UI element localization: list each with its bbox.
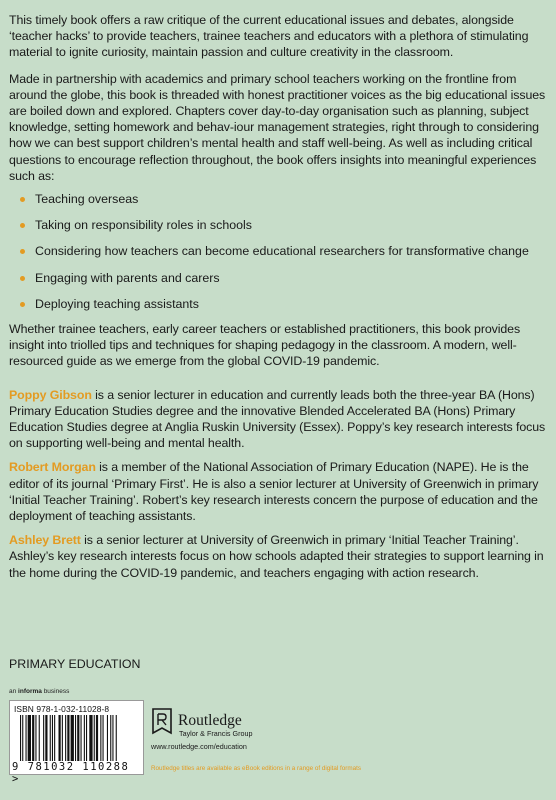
barcode-bar (22, 715, 23, 761)
barcode-bar (100, 715, 101, 761)
barcode-bar (81, 715, 82, 761)
barcode-bar (62, 715, 63, 761)
barcode-bar (89, 715, 92, 761)
barcode-bar (39, 715, 40, 761)
barcode-bar (26, 715, 27, 761)
barcode-bar (110, 715, 111, 761)
tag-prefix: an (9, 688, 19, 695)
barcode-bar (32, 715, 34, 761)
list-item-text: Taking on responsibility roles in schools (35, 218, 252, 233)
list-item (20, 296, 547, 312)
bullet-icon (20, 302, 25, 307)
barcode-bar (45, 715, 47, 761)
barcode-bar (75, 715, 76, 761)
barcode-bar (77, 715, 79, 761)
barcode-bar (94, 715, 95, 761)
list-item-text: Deploying teaching assistants (35, 296, 199, 311)
barcode-bar (71, 715, 74, 761)
blurb-paragraph-1: This timely book offers a raw critique of the current educational issues and debates, alongside ‘teacher hacks’ to provide teachers, trainee teachers and educators with a plethora of stimulating material to ignite curiosity, maintain passion and culture creativity in the classroom. (9, 13, 529, 60)
informa-business-tag (9, 688, 69, 695)
barcode-bar (28, 715, 31, 761)
publisher-url: www.routledge.com/education (151, 742, 247, 751)
list-item (20, 217, 547, 233)
barcode-bar (59, 715, 61, 761)
blurb-paragraph-2: Made in partnership with academics and primary school teachers working on the frontline from around the globe, this book is threaded with honest practitioner voices as the big educational issues are boiled down and explored. Chapters cover day-to-day organisation such as planning, subject knowledge, setting homework and behav-iour management strategies, right through to considering how we can best support children’s mental health and staff well-being. As well as including critical questions to encourage reflection throughout, the book offers insights into meaningful experiences such as: (9, 71, 546, 183)
author-name: Robert Morgan (9, 460, 96, 475)
barcode-bar (86, 715, 87, 761)
list-item-text: Considering how teachers can become educational researchers for transformative change (35, 244, 529, 259)
tag-brand: informa (18, 688, 42, 695)
bullet-icon (20, 223, 25, 228)
barcode-bar (65, 715, 66, 761)
list-item (20, 243, 547, 259)
author-name: Poppy Gibson (9, 387, 92, 402)
publisher-group: Taylor & Francis Group (179, 729, 253, 738)
barcode-bar (52, 715, 53, 761)
barcode-bar (112, 715, 113, 761)
author-bio-text: is a member of the National Association of Primary Education (NAPE). He is the editor of its journal ‘Primary First’. He is also a senior lecturer at University of Greenwich in primary ‘Initial Teacher Training’. Robert’s key research interests concern the purpose of education and the deployment of teaching assistants. (9, 460, 539, 524)
subject-category: PRIMARY EDUCATION (9, 657, 141, 671)
experience-list (9, 191, 547, 312)
bullet-icon (20, 276, 25, 281)
list-item (20, 270, 547, 286)
author-bio-text: is a senior lecturer at University of Greenwich in primary ‘Initial Teacher Training’. Ashley’s key research interests focus on how schools adapted their strategies to support learning in the home during the COVID-19 pandemic, and teachers engaging with action research. (9, 533, 544, 580)
bullet-icon (20, 249, 25, 254)
back-cover-text (9, 12, 547, 589)
tag-suffix: business (41, 688, 70, 695)
barcode-bar (96, 715, 98, 761)
author-bio-poppy-gibson (9, 387, 547, 452)
barcode-digits: 9 781032 110288 > (12, 761, 130, 785)
barcode-icon (20, 715, 136, 761)
isbn-barcode (9, 700, 144, 785)
blurb-paragraph-3: Whether trainee teachers, early career teachers or established practitioners, this book provides insight into triolled tips and techniques for shaping pedagogy in the classroom. A modern, well-resourced guide as we emerge from the global COVID-19 pandemic. (9, 322, 521, 369)
list-item-text: Teaching overseas (35, 192, 139, 207)
barcode-bar (35, 715, 36, 761)
publisher-name: Routledge (178, 712, 242, 729)
barcode-bar (43, 715, 44, 761)
author-bio-robert-morgan (9, 459, 547, 524)
ebook-note: Routledge titles are available as eBook editions in a range of digital formats (151, 765, 362, 772)
bullet-icon (20, 197, 25, 202)
author-bio-ashley-brett (9, 532, 547, 581)
author-bio-text: is a senior lecturer in education and currently leads both the three-year BA (Hons) Primary Education Studies degree and the innovative Blended Accelerated BA (Hons) Primary Education Studies degree at Anglia Ruskin University (Essex). Poppy’s key research interests focus on supporting well-being and mental health. (9, 387, 546, 451)
barcode-bar (50, 715, 51, 761)
barcode-bar (107, 715, 108, 761)
barcode-bar (54, 715, 55, 761)
author-name: Ashley Brett (9, 533, 81, 548)
barcode-bar (103, 715, 104, 761)
barcode-bar (20, 715, 21, 761)
barcode-bar (84, 715, 85, 761)
list-item (20, 191, 547, 207)
isbn-label: ISBN 978-1-032-11028-8 (14, 704, 110, 714)
barcode-bar (116, 715, 117, 761)
barcode-bar (67, 715, 69, 761)
routledge-logo-icon (151, 707, 173, 735)
list-item-text: Engaging with parents and carers (35, 270, 220, 285)
